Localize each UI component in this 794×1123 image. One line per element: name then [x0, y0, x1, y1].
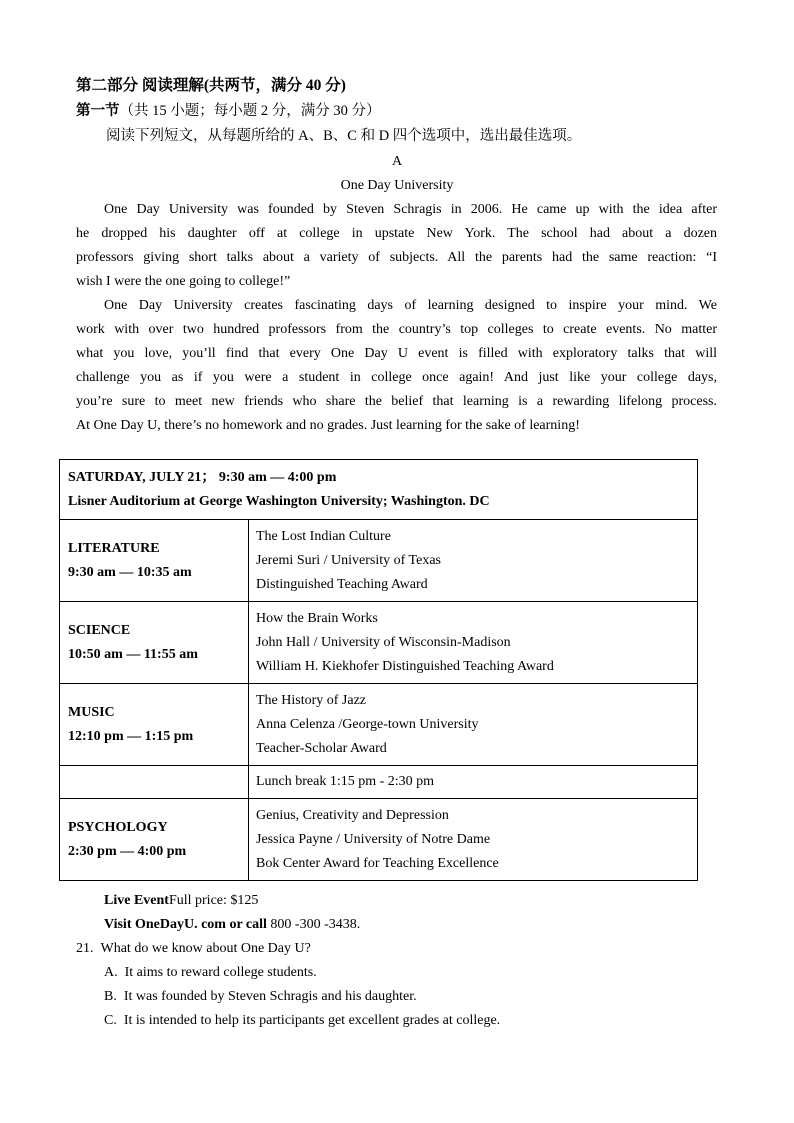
option-b[interactable] [104, 985, 417, 1009]
paragraph-line: work with over two hundred professors from the country’s top colleges to create events. No matter [76, 322, 717, 337]
session-subject: SCIENCE [68, 622, 131, 638]
question-number: 21. [76, 941, 94, 956]
paragraph-line: One Day University creates fascinating days of learning designed to inspire your mind. We [104, 298, 717, 313]
session-subject-cell [60, 684, 249, 766]
session-title: Genius, Creativity and Depression [256, 807, 449, 823]
session-details-cell [249, 602, 698, 684]
lunch-empty-cell [60, 766, 249, 799]
session-row-psychology [60, 799, 698, 881]
paragraph-line: wish I were the one going to college!” [76, 274, 291, 289]
session-title: How the Brain Works [256, 610, 378, 626]
subsection-note: （共 15 小题；每小题 2 分，满分 30 分） [119, 103, 381, 119]
session-details-cell [249, 684, 698, 766]
paragraph-line: At One Day U, there’s no homework and no grades. Just learning for the sake of learning! [76, 418, 580, 433]
question-text: What do we know about One Day U? [100, 941, 311, 956]
session-speaker: Anna Celenza /George-town University [256, 716, 479, 732]
paragraph-line: challenge you as if you were a student in college once again! And just like your college days, [76, 370, 717, 385]
live-event-price: Full price: $125 [168, 893, 259, 908]
session-award: Distinguished Teaching Award [256, 576, 428, 592]
passage-title: One Day University [340, 178, 454, 193]
schedule-header [60, 460, 698, 520]
lunch-row [60, 766, 698, 799]
paragraph-line: what you love, you’ll find that every One Day U event is filled with exploratory talks that will [76, 346, 717, 361]
visit-label: Visit OneDayU. com or call [104, 917, 267, 932]
schedule-date: SATURDAY, JULY 21； 9:30 am — 4:00 pm [68, 469, 337, 485]
session-speaker: Jessica Payne / University of Notre Dame [256, 831, 491, 847]
session-subject-cell [60, 602, 249, 684]
session-award: Teacher-Scholar Award [256, 740, 387, 756]
option-text: It was founded by Steven Schragis and his daughter. [123, 989, 417, 1004]
session-subject: LITERATURE [68, 540, 160, 556]
schedule-table [59, 459, 698, 881]
paragraph-line: you’re sure to meet new friends who share the belief that learning is a rewarding lifelong process. [76, 394, 717, 409]
paragraph-line: he dropped his daughter off at college in upstate New York. The school had about a dozen [76, 226, 717, 241]
option-letter: B. [104, 989, 117, 1004]
session-row-literature [60, 520, 698, 602]
passage-letter: A [391, 154, 403, 169]
option-letter: A. [104, 965, 118, 980]
visit-line [104, 913, 360, 937]
session-time: 10:50 am — 11:55 am [68, 646, 198, 662]
session-details-cell [249, 799, 698, 881]
session-award: Bok Center Award for Teaching Excellence [256, 855, 499, 871]
session-speaker: Jeremi Suri / University of Texas [256, 552, 442, 568]
subsection-heading [76, 101, 381, 121]
visit-phone: 800 -300 -3438. [266, 917, 361, 932]
session-title: The History of Jazz [256, 692, 367, 708]
subsection-label: 第一节 [76, 103, 120, 119]
lunch-break: Lunch break 1:15 pm - 2:30 pm [256, 774, 435, 789]
live-event-line [104, 889, 258, 913]
session-subject: MUSIC [68, 704, 115, 720]
session-subject: PSYCHOLOGY [68, 819, 168, 835]
option-text: It aims to reward college students. [124, 965, 317, 980]
session-award: William H. Kiekhofer Distinguished Teaching Award [256, 658, 554, 674]
paragraph-line: professors giving short talks about a variety of subjects. All the parents had the same reaction: “I [76, 250, 717, 265]
session-row-science [60, 602, 698, 684]
session-time: 9:30 am — 10:35 am [68, 564, 192, 580]
session-title: The Lost Indian Culture [256, 528, 391, 544]
lunch-cell [249, 766, 698, 799]
section-heading: 第二部分 阅读理解(共两节，满分 40 分) [76, 77, 346, 94]
option-letter: C. [104, 1013, 117, 1028]
live-event-label: Live Event [104, 893, 169, 908]
session-details-cell [249, 520, 698, 602]
option-c[interactable] [104, 1009, 500, 1033]
paragraph-line: One Day University was founded by Steven Schragis in 2006. He came up with the idea after [104, 202, 717, 217]
session-time: 2:30 pm — 4:00 pm [68, 843, 187, 859]
question-21 [76, 937, 311, 961]
session-subject-cell [60, 520, 249, 602]
option-text: It is intended to help its participants get excellent grades at college. [123, 1013, 501, 1028]
session-time: 12:10 pm — 1:15 pm [68, 728, 194, 744]
session-row-music [60, 684, 698, 766]
instructions: 阅读下列短文，从每题所给的 A、B、C 和 D 四个选项中，选出最佳选项。 [106, 128, 582, 144]
paragraph-1 [76, 198, 717, 294]
schedule-venue: Lisner Auditorium at George Washington University; Washington. DC [68, 493, 490, 509]
session-subject-cell [60, 799, 249, 881]
schedule-header-row [60, 460, 698, 520]
option-a[interactable] [104, 961, 317, 985]
session-speaker: John Hall / University of Wisconsin-Madison [256, 634, 511, 650]
paragraph-2 [76, 294, 717, 438]
